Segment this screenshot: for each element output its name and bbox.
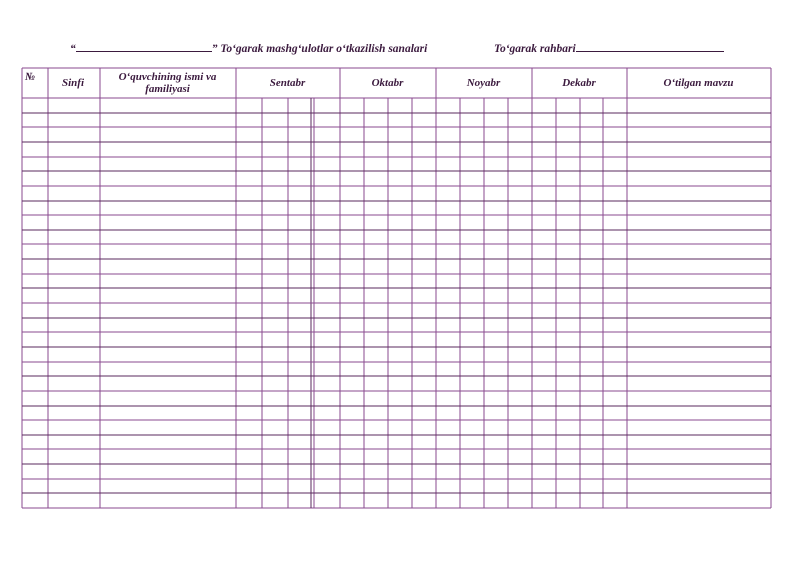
col-student-name-header: O‘quvchining ismi va familiyasi: [118, 71, 217, 95]
leader-label: To‘garak rahbari: [494, 43, 576, 55]
col-number-header: №: [25, 71, 36, 83]
col-november-header: Noyabr: [466, 77, 501, 89]
col-class-header: Sinfi: [61, 77, 84, 89]
open-quote: “: [70, 43, 76, 55]
col-october-header: Oktabr: [371, 77, 404, 89]
header-title: ” To‘garak mashg‘ulotlar o‘tkazilish sanalari: [211, 43, 428, 55]
col-september-header: Sentabr: [269, 77, 306, 89]
col-december-header: Dekabr: [562, 77, 596, 89]
col-topic-header: O‘tilgan mavzu: [663, 77, 734, 89]
